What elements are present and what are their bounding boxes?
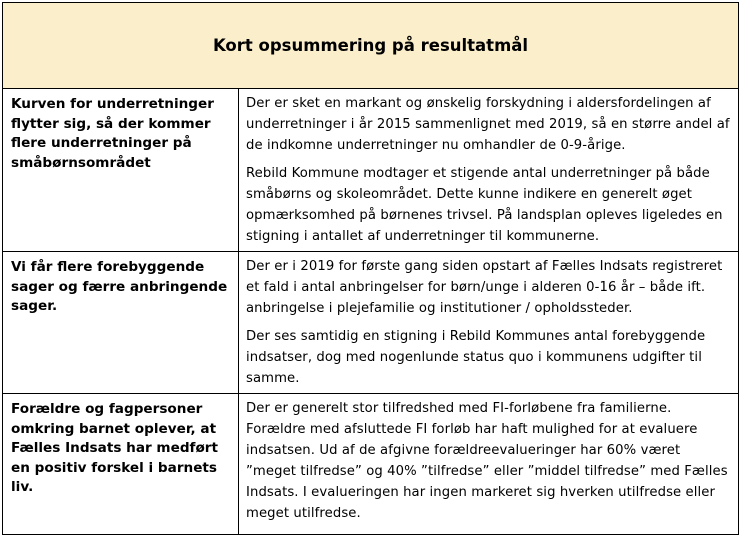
result-cell <box>239 252 739 394</box>
result-paragraph: Der ses samtidig en stigning i Rebild Kommunes antal forebyggende indsatser, dog med nogenlunde status quo i kommunens udgifter til samme. <box>246 329 706 386</box>
table-header-row <box>3 3 739 89</box>
results-summary-table <box>2 2 739 535</box>
result-paragraph: Der er sket en markant og ønskelig forskydning i aldersfordelingen af underretninger i år 2015 sammenlignet med 2019, så en større andel af de indkomne underretninger nu omhandler de 0-9-årige. <box>246 96 730 153</box>
goal-cell: Kurven for underretninger flytter sig, så der kommer flere underretninger på småbørnsområdet <box>3 89 239 252</box>
result-paragraph: Der er generelt stor tilfredshed med FI-forløbene fra familierne. Forældre med afsluttede FI forløb har haft mulighed for at evaluere indsatsen. Ud af de afgivne forældreevalueringer har 60% været ”meget tilfredse” og 40% ”tilfredse” eller ”middel tilfredse” med Fælles Indsats. I evalueringen har ingen markeret sig hverken utilfredse eller meget utilfredse. <box>246 401 728 521</box>
goal-cell: Vi får flere forebyggende sager og færre anbringende sager. <box>3 252 239 394</box>
result-cell <box>239 89 739 252</box>
table-row <box>3 394 739 535</box>
result-paragraph: Der er i 2019 for første gang siden opstart af Fælles Indsats registreret et fald i antal anbringelser for børn/unge i alderen 0-16 år – både ift. anbringelse i plejefamilie og institutioner / opholdssteder. <box>246 259 723 316</box>
table-row <box>3 89 739 252</box>
table-row <box>3 252 739 394</box>
table-title: Kort opsummering på resultatmål <box>3 3 739 89</box>
result-paragraph: Rebild Kommune modtager et stigende antal underretninger på både småbørns og skoleområdet. Dette kunne indikere en generelt øget opmærksomhed på børnenes trivsel. På landsplan opleves ligeledes en stigning i antallet af underretninger til kommunerne. <box>246 166 723 244</box>
goal-cell: Forældre og fagpersoner omkring barnet oplever, at Fælles Indsats har medført en positiv forskel i barnets liv. <box>3 394 239 535</box>
result-cell <box>239 394 739 535</box>
